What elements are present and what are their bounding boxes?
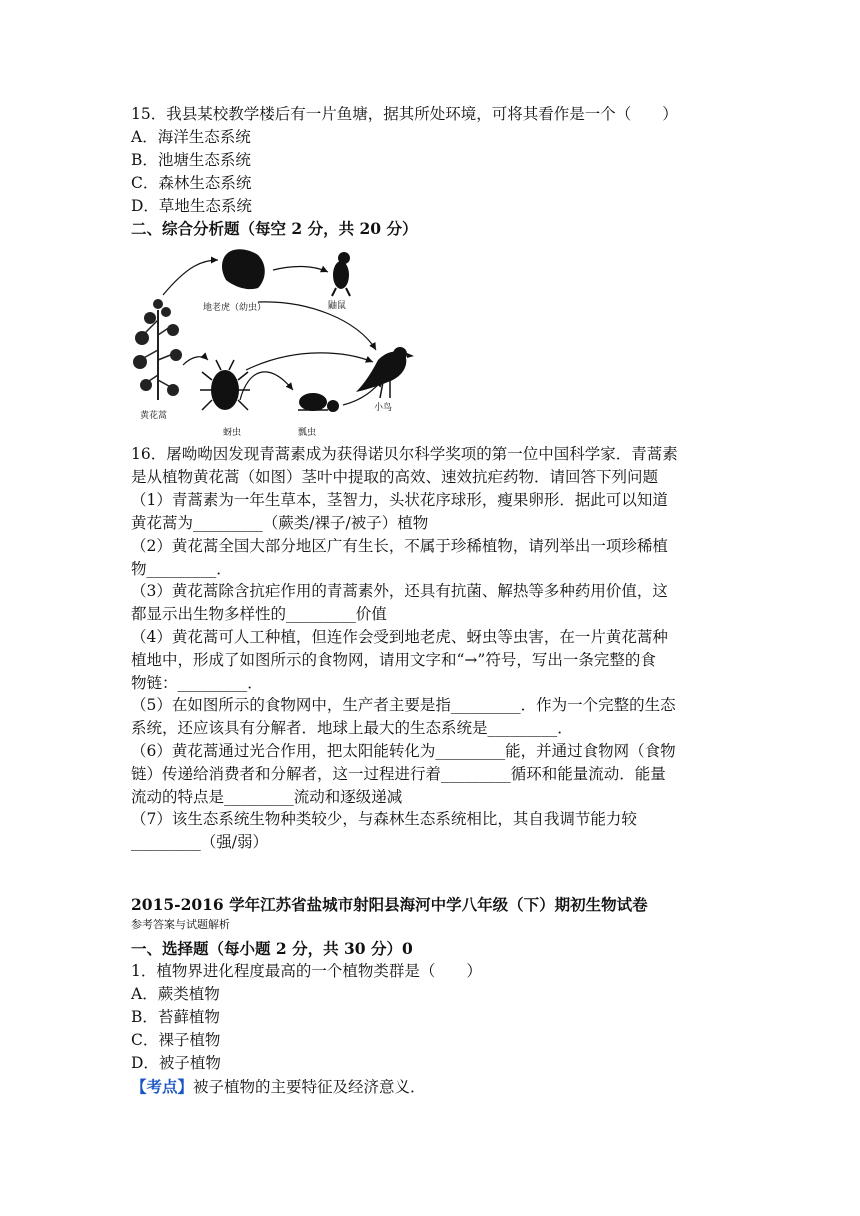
label-bird: 小鸟 (374, 403, 393, 413)
q16-line: （5）在如图所示的食物网中，生产者主要是指_________．作为一个完整的生态 (131, 696, 676, 714)
q16-line: 链）传递给消费者和分解者，这一过程进行着_________循环和能量流动．能量 (131, 765, 666, 783)
bird-icon (356, 347, 414, 398)
arrow-cutworm-bird (258, 302, 376, 350)
q15-option-a: A．海洋生态系统 (131, 128, 251, 146)
q16-line: 是从植物黄花蒿（如图）茎叶中提取的高效、速效抗疟药物．请回答下列问题 (131, 468, 659, 486)
q16-line: 植地中，形成了如图所示的食物网，请用文字和“→”符号，写出一条完整的食 (131, 651, 656, 669)
q16-line: （3）黄花蒿除含抗疟作用的青蒿素外，还具有抗菌、解热等多种药用价值，这 (131, 582, 668, 600)
q16-line: 流动的特点是_________流动和逐级递减 (131, 788, 403, 806)
kaodian-text: 被子植物的主要特征及经济意义． (193, 1078, 426, 1096)
q16-line: 物_________． (131, 560, 232, 578)
kaodian-line (131, 1075, 426, 1099)
label-artemisia: 黄花蒿 (140, 411, 168, 421)
q15-option-b: B．池塘生态系统 (131, 151, 251, 169)
q1-option-d: D．被子植物 (131, 1054, 221, 1072)
q1-option-a: A．蕨类植物 (131, 985, 220, 1003)
arrow-aphid-bird (246, 353, 373, 370)
ladybug-icon (298, 393, 339, 412)
q16-line: _________（强/弱） (131, 833, 268, 851)
q16-line: 16．屠呦呦因发现青蒿素成为获得诺贝尔科学奖项的第一位中国科学家．青蒿素 (131, 445, 678, 463)
vole-icon (332, 252, 350, 296)
food-web-diagram (128, 240, 428, 440)
answer-subtitle: 参考答案与试题解析 (131, 918, 230, 931)
aphid-icon (200, 360, 250, 410)
q16-line: （2）黄花蒿全国大部分地区广有生长，不属于珍稀植物，请列举出一项珍稀植 (131, 537, 668, 555)
q15-option-c: C．森林生态系统 (131, 174, 252, 192)
section1-title: 一、选择题（每小题 2 分，共 30 分）0 (131, 939, 413, 958)
artemisia-plant-icon (133, 299, 182, 400)
q16-line: （6）黄花蒿通过光合作用，把太阳能转化为_________能，并通过食物网（食物 (131, 742, 676, 760)
q16-line: 黄花蒿为_________（蕨类/裸子/被子）植物 (131, 514, 429, 532)
cutworm-icon (222, 249, 265, 289)
q1-option-c: C．裸子植物 (131, 1031, 221, 1049)
q16-line: （7）该生态系统生物种类较少，与森林生态系统相比，其自我调节能力较 (131, 810, 637, 828)
arrow-cutworm-vole (273, 266, 328, 272)
q1-option-b: B．苔藓植物 (131, 1008, 220, 1026)
q16-line: 系统，还应该具有分解者．地球上最大的生态系统是_________． (131, 719, 573, 737)
q16-line: （4）黄花蒿可人工种植，但连作会受到地老虎、蚜虫等虫害，在一片黄花蒿种 (131, 628, 668, 646)
arrow-artemisia-cutworm (163, 260, 218, 295)
q15-option-d: D．草地生态系统 (131, 197, 252, 215)
label-aphid: 蚜虫 (223, 428, 242, 438)
label-cutworm: 地老虎（幼虫） (203, 303, 267, 313)
label-ladybug: 瓢虫 (298, 428, 317, 438)
section2-title: 二、综合分析题（每空 2 分，共 20 分） (131, 219, 418, 238)
q15-stem: 15．我县某校教学楼后有一片鱼塘，据其所处环境，可将其看作是一个（ ） (131, 105, 678, 123)
q16-line: 都显示出生物多样性的_________价值 (131, 605, 387, 623)
q1-stem: 1．植物界进化程度最高的一个植物类群是（ ） (131, 962, 482, 980)
answer-title: 2015-2016 学年江苏省盐城市射阳县海河中学八年级（下）期初生物试卷 (131, 895, 648, 914)
kaodian-tag: 【考点】 (131, 1077, 194, 1096)
arrow-aphid-ladybug (240, 372, 293, 400)
q16-line: （1）青蒿素为一年生草本，茎智力，头状花序球形，瘦果卵形．据此可以知道 (131, 491, 668, 509)
label-vole: 鼬鼠 (328, 301, 347, 311)
arrow-artemisia-aphid (183, 357, 208, 365)
q16-line: 物链：_________． (131, 674, 263, 692)
